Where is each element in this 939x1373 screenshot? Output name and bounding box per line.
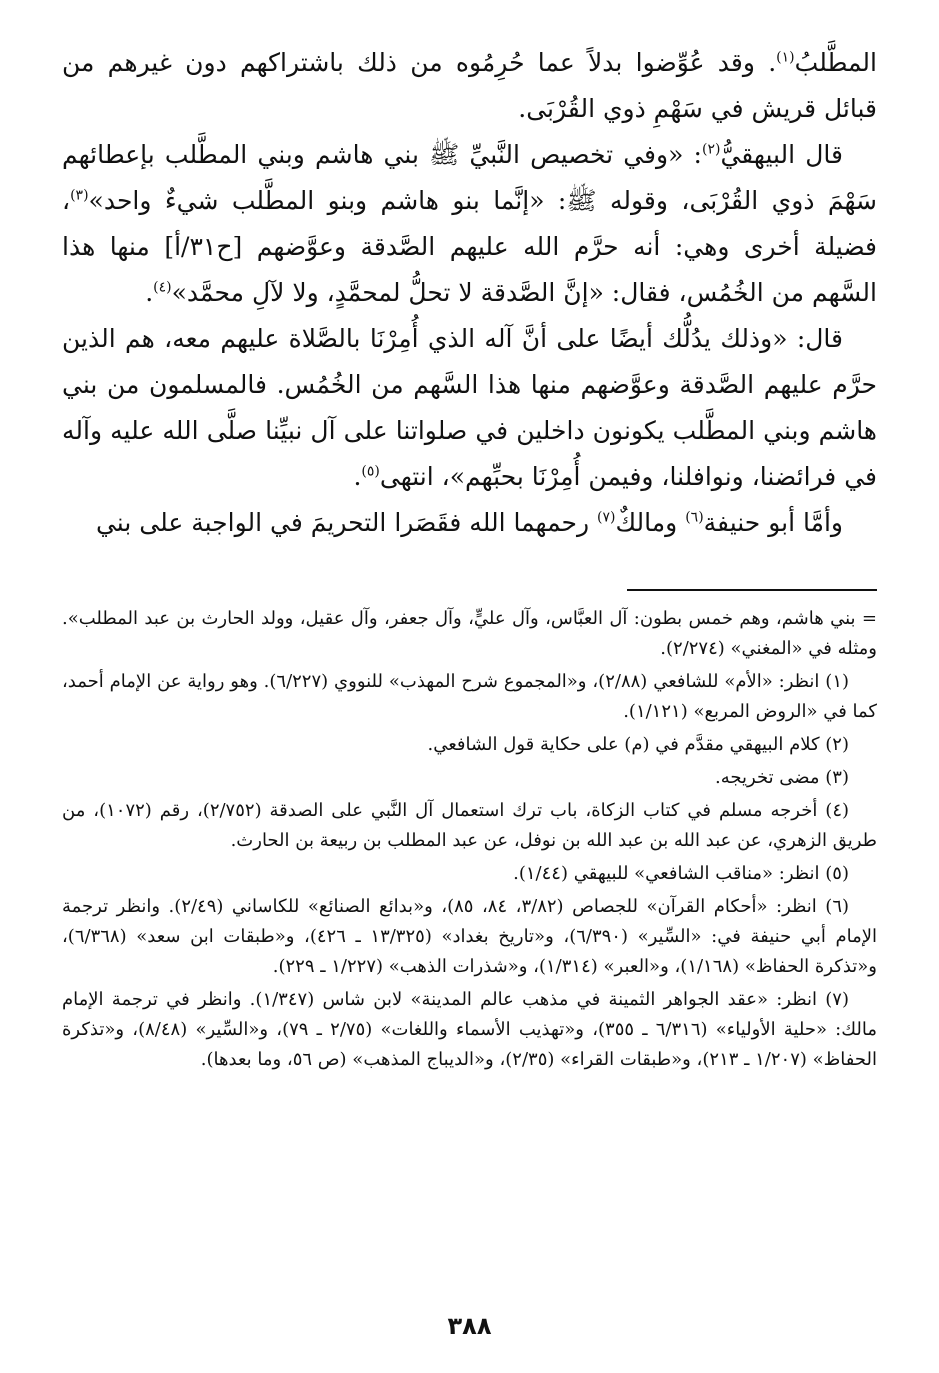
footnote-6: (٦) انظر: «أحكام القرآن» للجصاص (٣/٨٢، ٨٤، ٨٥)، و«بدائع الصنائع» للكاساني (٢/٤٩). وانظر ترجمة الإمام أبي حنيفة في: «السِّير» (٦/٣٩٠)، و«تاريخ بغداد» (١٣/٣٢٥ ـ ٤٢٦)، و«طبقات ابن سعد» (٦/٣٦٨)، و«تذكرة الحفاظ» (١/١٦٨)، و«العبر» (١/٣١٤)، و«شذرات الذهب» (١/٢٢٧ ـ ٢٢٩). <box>62 896 877 977</box>
footnote-ref-6[interactable]: (٦) <box>685 509 704 526</box>
text-run: قال: «وذلك يدُلُّك أيضًا على أنَّ آله الذي أُمِرْنَا بالصَّلاة عليهم معه، هم الذين حرَّم عليهم الصَّدقة وعوَّضهم منها هذا السَّهم من الخُمُس. فالمسلمون من بني هاشم وبني المطَّلب يكونون داخلين في صلواتنا على آل نبيِّنا صلَّى الله عليه وآله في فرائضنا، ونوافلنا، وفيمن أُمِرْنَا بحبِّهم»، انتهى <box>62 324 877 491</box>
page-number: ٣٨٨ <box>447 1312 492 1340</box>
text-run: : «وفي تخصيص النَّبيِّ ﷺ بني هاشم وبني المطَّلب بإعطائهم سَهْمَ ذوي القُرْبَى، وقوله ﷺ: «إنَّما بنو هاشم وبنو المطَّلب شيءٌ واحد» <box>62 140 877 215</box>
footnote-2: (٢) كلام البيهقي مقدَّم في (م) على حكاية قول الشافعي. <box>427 734 849 755</box>
text-run: قال البيهقيُّ <box>720 140 843 169</box>
footnote-4: (٤) أخرجه مسلم في كتاب الزكاة، باب ترك استعمال آل النَّبي على الصدقة (٢/٧٥٢)، رقم (١٠٧٢)، من طريق الزهري، عن عبد الله بن عبد الله بن نوفل، عن عبد المطلب بن ربيعة بن الحارث. <box>62 800 877 851</box>
footnote-ref-1[interactable]: (١) <box>776 49 795 66</box>
paragraph-1 <box>62 40 877 132</box>
footnote-continuation: = بني هاشم، وهم خمس بطون: آل العبَّاس، وآل عليٍّ، وآل جعفر، وآل عقيل، وولد الحارث بن عبد المطلب». ومثله في «المغني» (٢/٢٧٤). <box>62 608 877 659</box>
footnote-5: (٥) انظر: «مناقب الشافعي» للبيهقي (١/٤٤). <box>513 863 849 884</box>
footnote-ref-2[interactable]: (٢) <box>701 141 721 158</box>
paragraph-3 <box>62 316 877 500</box>
footnote-ref-4[interactable]: (٤) <box>153 279 172 296</box>
main-text <box>62 40 877 546</box>
text-run: . <box>145 278 154 307</box>
book-page <box>62 40 877 1373</box>
footnote-ref-5[interactable]: (٥) <box>361 463 380 480</box>
footnote-ref-7[interactable]: (٧) <box>597 509 616 526</box>
footnote-3: (٣) مضى تخريجه. <box>715 767 849 788</box>
text-run: . <box>353 462 362 491</box>
footnote-separator <box>627 589 877 591</box>
footnote-ref-3[interactable]: (٣) <box>70 187 89 204</box>
paragraph-4 <box>62 500 877 546</box>
text-run: . وقد عُوِّضوا بدلاً عما حُرِمُوه من ذلك باشتراكهم دون غيرهم من قبائل قريش في سَهْمِ ذوي القُرْبَى. <box>62 48 877 123</box>
text-run: وأمَّا أبو حنيفة <box>703 508 843 537</box>
text-run: ، فضيلة أخرى وهي: أنه حرَّم الله عليهم الصَّدقة وعوَّضهم [ح٣١/أ] منها هذا السَّهم من الخُمُس، فقال: «إنَّ الصَّدقة لا تحلُّ لمحمَّدٍ، ولا لآلِ محمَّد» <box>62 186 878 307</box>
text-run: ومالكٌ <box>615 508 686 537</box>
text-run: المطَّلبُ <box>794 48 877 77</box>
footnote-7: (٧) انظر: «عقد الجواهر الثمينة في مذهب عالم المدينة» لابن شاس (١/٣٤٧). وانظر في ترجمة الإمام مالك: «حلية الأولياء» (٦/٣١٦ ـ ٣٥٥)، و«تهذيب الأسماء واللغات» (٢/٧٥ ـ ٧٩)، و«السِّير» (٨/٤٨)، و«تذكرة الحفاظ» (١/٢٠٧ ـ ٢١٣)، و«طبقات القراء» (٢/٣٥)، و«الديباج المذهب» (ص ٥٦، وما بعدها). <box>62 989 878 1070</box>
footnotes <box>62 604 877 1078</box>
text-run: رحمهما الله فقَصَرا التحريمَ في الواجبة على بني <box>95 508 597 537</box>
footnote-1: (١) انظر: «الأم» للشافعي (٢/٨٨)، و«المجموع شرح المهذب» للنووي (٦/٢٢٧). وهو رواية عن الإمام أحمد، كما في «الروض المربع» (١/١٢١). <box>62 671 877 722</box>
paragraph-2 <box>62 132 877 316</box>
